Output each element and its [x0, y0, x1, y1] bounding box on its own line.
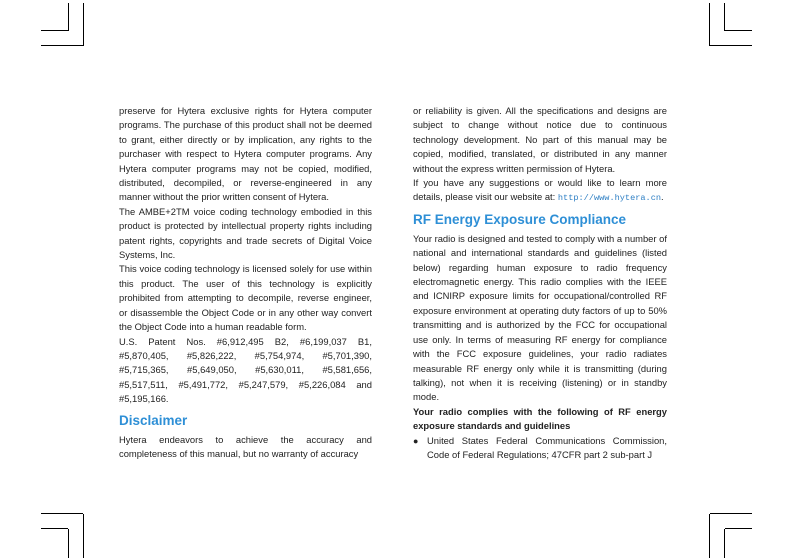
suggestions-text: If you have any suggestions or would like to learn more details, please visit our website at:: [413, 177, 667, 203]
reliability-paragraph: or reliability is given. All the specifications and designs are subject to change without notice due to continuous technology development. No part of this manual may be copied, modified, translated, or distributed in any manner without the express written permission of Hytera.: [413, 105, 667, 174]
rf-heading: RF Energy Exposure Compliance: [413, 211, 627, 227]
bullet-dot-icon: ●: [413, 435, 419, 446]
disclaimer-heading: Disclaimer: [119, 412, 188, 428]
standards-intro: Your radio complies with the following of RF energy exposure standards and guidelines: [413, 405, 667, 432]
disclaimer-paragraph: Hytera endeavors to achieve the accuracy and completeness of this manual, but no warranty of accuracy: [119, 433, 372, 459]
patents-paragraph: U.S. Patent Nos. #6,912,495 B2, #6,199,037 B1, #5,870,405, #5,826,222, #5,754,974, #5,701,390, #5,715,365, #5,649,050, #5,630,011, #5,581,656, #5,517,511, #5,491,772, #5,247,579, #5,226,084 and #5,195,166.: [119, 335, 372, 405]
suggestions-end: .: [661, 191, 664, 203]
hytera-rights-paragraph: preserve for Hytera exclusive rights for Hytera computer programs. The purchase of this product shall not be deemed to grant, either directly or by implication, any rights to the purchaser with respect to Hytera computer programs. Any Hytera computer programs may not be copied, modified, distributed, decompiled, or reverse-engineered in any manner without the prior written consent of Hytera.: [119, 105, 372, 203]
rf-paragraph: Your radio is designed and tested to comply with a number of national and international standards and guidelines (listed below) regarding human exposure to radio frequency electromagnetic energy. This radio complies with the IEEE and ICNIRP exposure limits for occupational/controlled RF exposure environment at operating duty factors of up to 50% transmitting and is authorized by the FCC for occupational use only. In terms of measuring RF energy for compliance with the FCC exposure guidelines, your radio radiates measurable RF energy only while it is transmitting (during talking), not when it is receiving (listening) or in standby mode.: [413, 232, 667, 403]
right-column: [413, 104, 667, 462]
license-paragraph: This voice coding technology is licensed solely for use within this product. The user of this technology is explicitly prohibited from attempting to decompile, reverse engineer, or disassemble the Object Code or in any other way convert the Object Code into a human readable form.: [119, 263, 372, 333]
ambe-paragraph: The AMBE+2TM voice coding technology embodied in this product is protected by intellectual property rights including patent rights, copyrights and trade secrets of Digital Voice Systems, Inc.: [119, 205, 372, 261]
website-link[interactable]: http://www.hytera.cn: [557, 193, 662, 204]
suggestions-paragraph: [413, 176, 667, 206]
list-item: [413, 434, 667, 463]
bullet-text: United States Federal Communications Commission, Code of Federal Regulations; 47CFR part 2 sub-part J: [427, 434, 667, 460]
left-column: [119, 104, 372, 461]
